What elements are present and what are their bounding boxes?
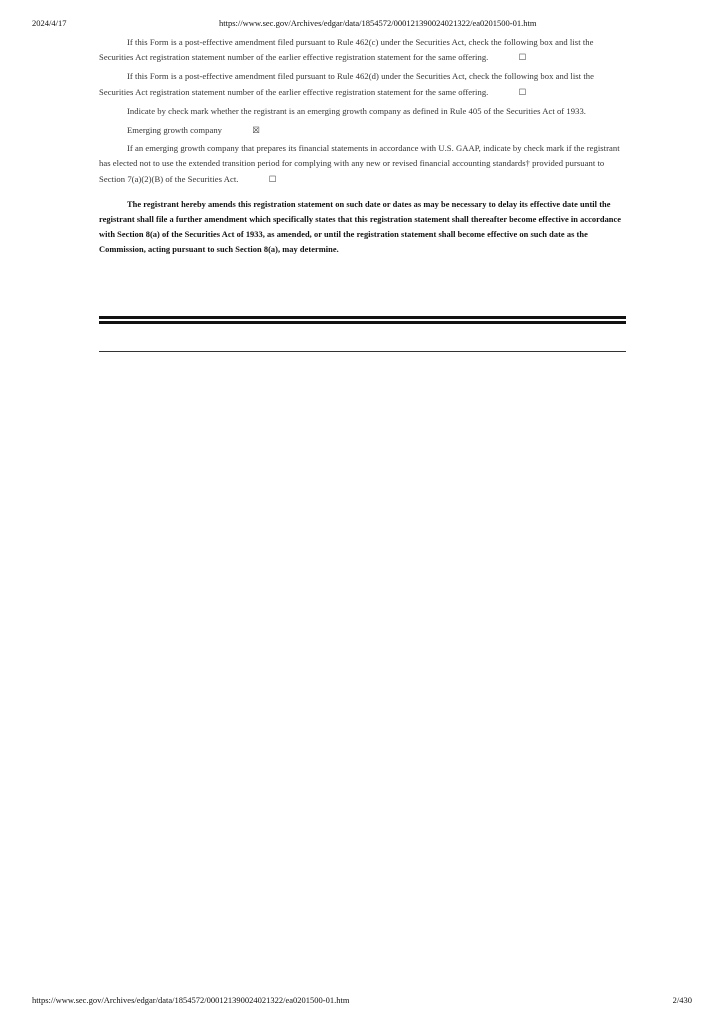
rule-462d-text: If this Form is a post-effective amendment filed pursuant to Rule 462(d) under the Securities Act, check the following box and list the Securities Act registration statement number of the earlier effective registration statement for the same offering.	[99, 71, 594, 97]
rule-462c-paragraph	[99, 35, 626, 65]
thin-rule-divider	[99, 351, 626, 352]
egc-label: Emerging growth company	[127, 125, 223, 136]
print-footer	[32, 995, 692, 1007]
double-rule-divider	[99, 316, 626, 324]
document-body	[99, 35, 626, 262]
rule-thick-top	[99, 316, 626, 319]
print-url: https://www.sec.gov/Archives/edgar/data/1854572/000121390024021322/ea0201500-01.htm	[219, 18, 537, 28]
rule-462d-paragraph	[99, 69, 626, 99]
delaying-amendment-paragraph: The registrant hereby amends this registration statement on such date or dates as may be necessary to delay its effective date until the registrant shall file a further amendment which specifically states that this registration statement shall thereafter become effective in accordance with Section 8(a) of the Securities Act of 1933, as amended, or until the registration statement shall become effective on such date as the Commission, acting pursuant to such Section 8(a), may determine.	[99, 199, 622, 255]
transition-paragraph	[99, 141, 626, 187]
footer-url: https://www.sec.gov/Archives/edgar/data/1854572/000121390024021322/ea0201500-01.htm	[32, 995, 350, 1005]
rule-462c-checkbox[interactable]: ☐	[518, 52, 527, 63]
print-header	[32, 18, 692, 30]
page-number: 2/430	[672, 995, 692, 1005]
egc-paragraph	[99, 123, 626, 138]
transition-text: If an emerging growth company that prepares its financial statements in accordance with U.S. GAAP, indicate by check mark if the registrant has elected not to use the extended transition period for complying with any new or revised financial accounting standards† provided pursuant to Section 7(a)(2)(B) of the Securities Act.	[99, 143, 620, 184]
rule-thick-bottom	[99, 321, 626, 324]
transition-checkbox[interactable]: ☐	[268, 173, 277, 184]
rule-462c-text: If this Form is a post-effective amendment filed pursuant to Rule 462(c) under the Securities Act, check the following box and list the Securities Act registration statement number of the earlier effective registration statement for the same offering.	[99, 37, 594, 63]
print-date: 2024/4/17	[32, 18, 67, 28]
egc-question-paragraph	[99, 104, 626, 119]
rule-462d-checkbox[interactable]: ☐	[518, 86, 527, 97]
egc-checkbox[interactable]: ☒	[252, 125, 260, 136]
egc-question-text: Indicate by check mark whether the registrant is an emerging growth company as defined in Rule 405 of the Securities Act of 1933.	[127, 105, 587, 116]
